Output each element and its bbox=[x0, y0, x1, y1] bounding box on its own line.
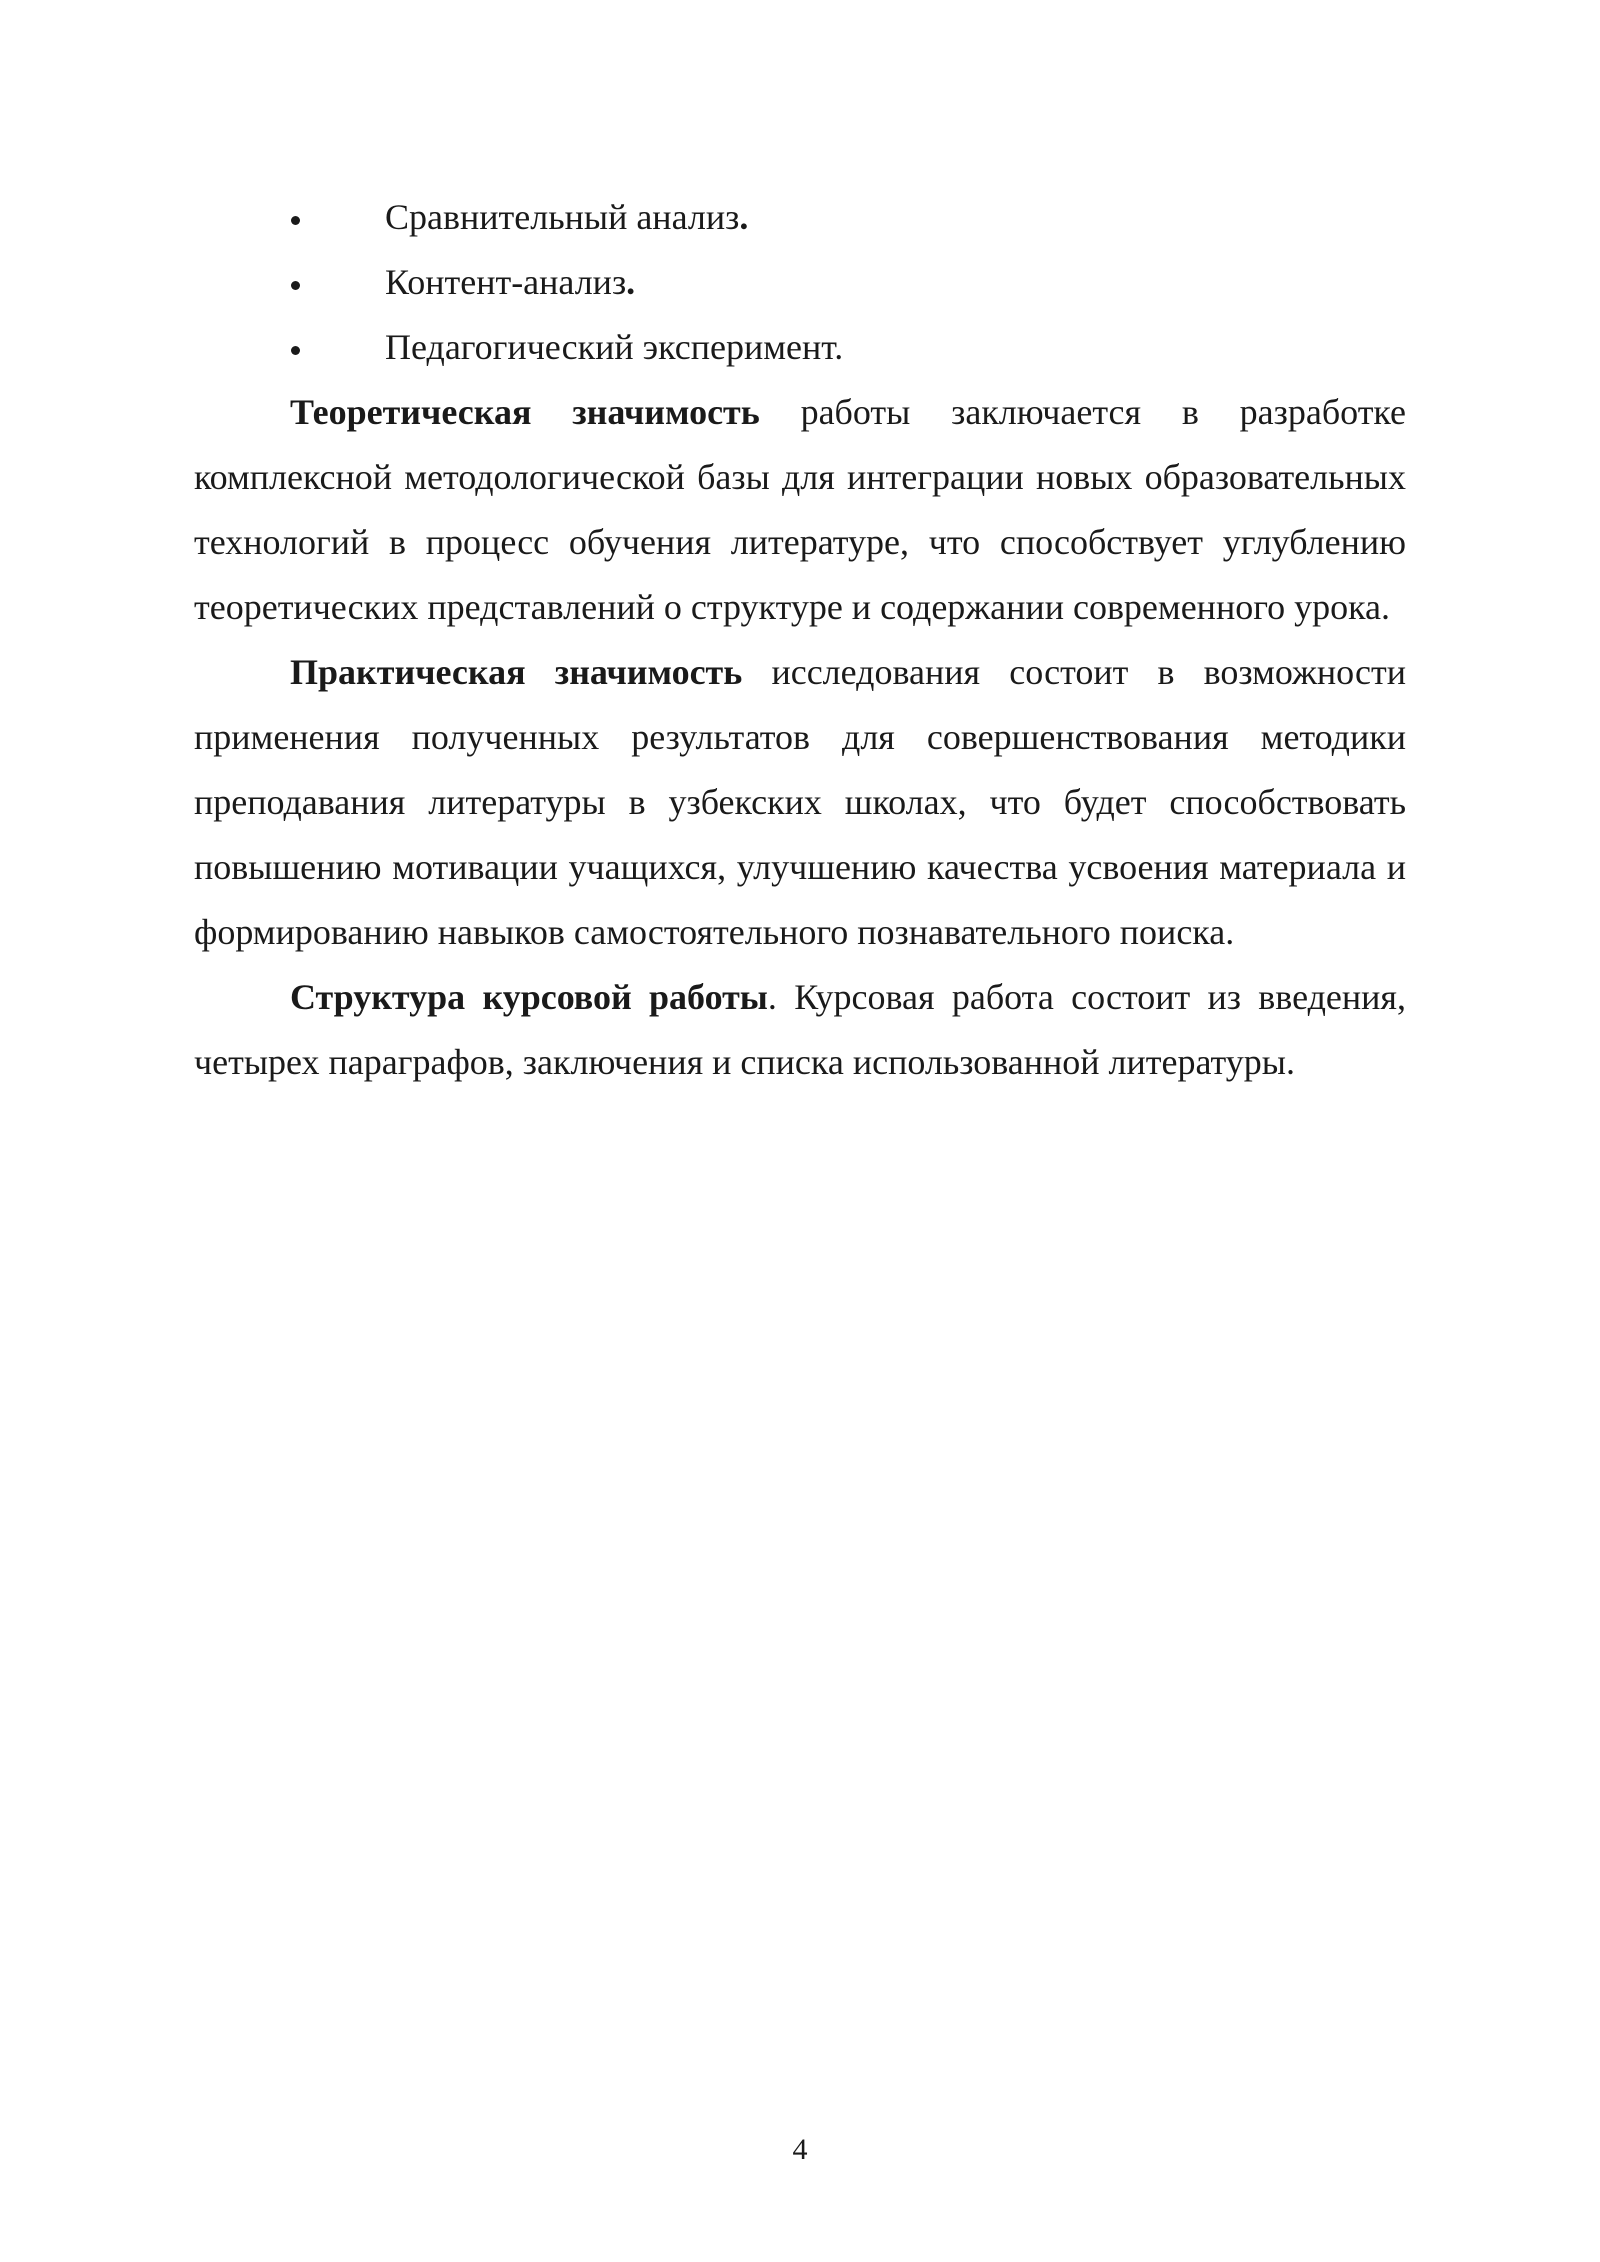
bullet-item bbox=[194, 250, 1406, 315]
methods-bullet-list bbox=[194, 185, 1406, 380]
bullet-text: Сравнительный анализ bbox=[385, 197, 740, 237]
bullet-icon bbox=[291, 281, 300, 290]
paragraph-body: работы заключается в разработке комплексной методологической базы для интеграции новых образовательных технологий в процесс обучения литературе, что способствует углублению теоретических представлений о структуре и содержании современного урока. bbox=[194, 392, 1406, 627]
bullet-suffix: . bbox=[626, 262, 636, 302]
bullet-icon bbox=[291, 216, 300, 225]
theoretical-significance-paragraph bbox=[194, 380, 1406, 640]
paragraph-bold-lead: Структура курсовой работы bbox=[290, 977, 768, 1017]
paragraph-bold-lead: Теоретическая значимость bbox=[290, 392, 760, 432]
bullet-text: Контент-анализ bbox=[385, 262, 627, 302]
paragraph-body: . Курсовая работа состоит из введения, четырех параграфов, заключения и списка использованной литературы. bbox=[194, 977, 1406, 1082]
bullet-item bbox=[194, 315, 1406, 380]
paragraph-body: исследования состоит в возможности применения полученных результатов для совершенствования методики преподавания литературы в узбекских школах, что будет способствовать повышению мотивации учащихся, улучшению качества усвоения материала и формированию навыков самостоятельного познавательного поиска. bbox=[194, 652, 1407, 952]
bullet-text: Педагогический эксперимент bbox=[385, 327, 835, 367]
bullet-suffix: . bbox=[834, 327, 844, 367]
bullet-icon bbox=[291, 346, 300, 355]
page-content bbox=[194, 185, 1406, 1095]
structure-paragraph bbox=[194, 965, 1406, 1095]
paragraph-bold-lead: Практическая значимость bbox=[290, 652, 743, 692]
page-number: 4 bbox=[792, 2133, 808, 2166]
bullet-item bbox=[194, 185, 1406, 250]
bullet-suffix: . bbox=[739, 197, 749, 237]
practical-significance-paragraph bbox=[194, 640, 1406, 965]
